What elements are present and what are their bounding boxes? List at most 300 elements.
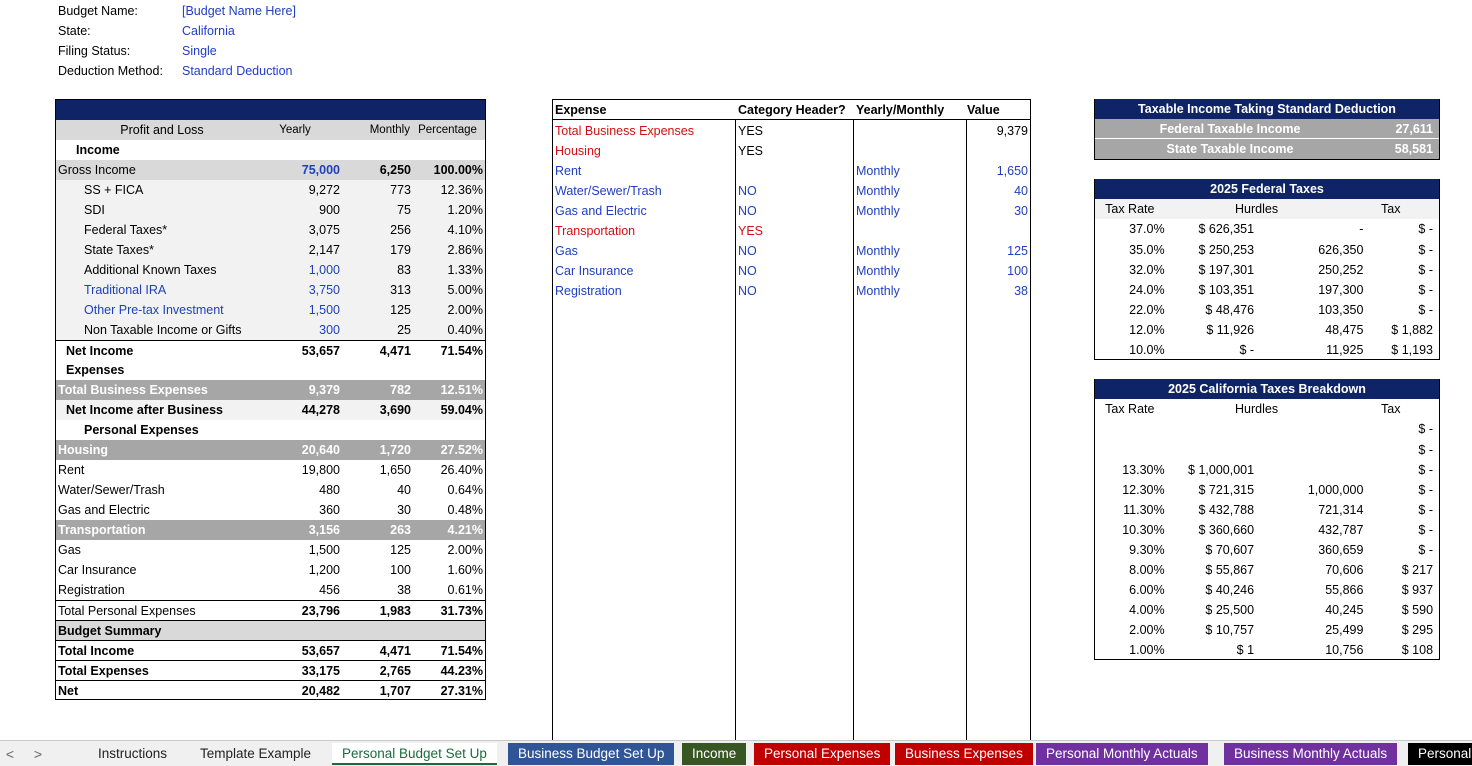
pnl-yearly-value: 2,147 [308, 243, 340, 257]
california-rate-cell [1095, 419, 1165, 439]
sheet-tab-business-monthly-actuals[interactable]: Business Monthly Actuals [1224, 743, 1397, 765]
pnl-row-registration [56, 580, 485, 600]
california-tax-cell: $ 295 [1401, 623, 1434, 637]
expense-value-cell[interactable]: 1,650 [996, 164, 1028, 178]
pnl-monthly-value [340, 360, 411, 380]
pnl-monthly-value: 75 [397, 203, 411, 217]
pnl-monthly-value: 4,471 [379, 344, 411, 358]
federal-rate-cell: 24.0% [1129, 283, 1165, 297]
pnl-row-gas-and-electric [56, 500, 485, 520]
federal-rate-cell: 37.0% [1129, 222, 1165, 236]
pnl-column-header [56, 120, 485, 140]
pnl-monthly-value: 30 [397, 503, 411, 517]
pnl-monthly-value: 782 [390, 383, 411, 397]
federal-tax-cell: $ - [1418, 303, 1434, 317]
federal-col-tax: Tax [1381, 202, 1401, 216]
california-tax-cell: $ - [1418, 543, 1434, 557]
pnl-row-car-insurance [56, 560, 485, 580]
pnl-row-label: Traditional IRA [84, 283, 167, 297]
pnl-percentage-value: 1.33% [447, 263, 483, 277]
frequency-cell[interactable]: Monthly [856, 164, 900, 178]
pnl-monthly-value: 1,707 [379, 684, 411, 698]
california-hurdle-high-cell: 55,866 [1325, 583, 1364, 597]
pnl-row-other-pre-tax-investment [56, 300, 485, 320]
california-taxes-table [1094, 379, 1440, 660]
frequency-cell[interactable]: Monthly [856, 184, 900, 198]
expense-name-cell[interactable]: Rent [555, 164, 582, 178]
pnl-row-label: Net Income after Business [66, 403, 223, 417]
california-hurdle-high-cell: 1,000,000 [1307, 483, 1364, 497]
pnl-monthly-value: 38 [397, 583, 411, 597]
pnl-row-total-expenses [56, 660, 485, 680]
federal-hurdle-low-cell: $ 11,926 [1206, 323, 1255, 337]
pnl-monthly-value: 313 [390, 283, 411, 297]
federal-hurdle-high-cell: 11,925 [1326, 343, 1364, 357]
california-hurdle-high-cell [1254, 460, 1363, 479]
pnl-monthly-value: 179 [390, 243, 411, 257]
expense-name-cell[interactable]: Car Insurance [555, 264, 634, 278]
pnl-monthly-value: 125 [390, 543, 411, 557]
filing-status-row [58, 42, 296, 62]
pnl-percentage-value: 4.10% [447, 223, 483, 237]
category-header-cell[interactable]: YES [738, 124, 764, 138]
california-bracket-row [1095, 499, 1439, 519]
pnl-yearly-value: 33,175 [301, 664, 340, 678]
pnl-row-label: Water/Sewer/Trash [58, 483, 165, 497]
filing-status-label: Filing Status: [58, 44, 131, 58]
pnl-percentage-value: 100.00% [433, 163, 483, 177]
pnl-row-label: Income [76, 143, 120, 157]
pnl-row-net-income-after-business [56, 400, 485, 420]
pnl-percentage-value: 27.31% [440, 684, 483, 698]
pnl-monthly-value [340, 621, 411, 640]
federal-hurdle-low-cell: $ 197,301 [1198, 263, 1255, 277]
california-hurdle-high-cell: 70,606 [1325, 563, 1364, 577]
federal-hurdle-high-cell: - [1359, 222, 1364, 236]
pnl-row-label: Net [58, 684, 79, 698]
sheet-tab-bar [0, 740, 1472, 766]
sheet-tab-personal-budget-set-up[interactable]: Personal Budget Set Up [332, 743, 497, 765]
california-hurdle-low-cell: $ 40,246 [1205, 583, 1255, 597]
federal-rate-cell: 22.0% [1129, 303, 1165, 317]
pnl-monthly-value: 773 [390, 183, 411, 197]
expense-value-cell[interactable]: 40 [1014, 184, 1028, 198]
sheet-tab-business-budget-set-up[interactable]: Business Budget Set Up [508, 743, 674, 765]
federal-bracket-row [1095, 219, 1439, 239]
federal-bracket-row [1095, 259, 1439, 279]
pnl-yearly-value: 23,796 [301, 604, 340, 618]
pnl-yearly-value: 360 [319, 503, 340, 517]
california-tax-cell: $ 217 [1401, 563, 1434, 577]
california-bracket-row [1095, 419, 1439, 439]
federal-hurdle-high-cell: 48,475 [1325, 323, 1364, 337]
california-col-tax: Tax [1381, 402, 1401, 416]
taxable-income-title: Taxable Income Taking Standard Deduction [1095, 99, 1439, 119]
california-hurdle-low-cell: $ 10,757 [1205, 623, 1255, 637]
california-hurdle-low-cell: $ 70,607 [1205, 543, 1255, 557]
pnl-row-total-personal-expenses [56, 600, 485, 620]
pnl-monthly-value: 4,471 [379, 644, 411, 658]
pnl-yearly-value: 20,640 [301, 443, 340, 457]
pnl-monthly-value: 100 [390, 563, 411, 577]
california-hurdle-high-cell [1254, 419, 1363, 439]
pnl-row-ss-fica [56, 180, 485, 200]
pnl-row-label: Transportation [58, 523, 146, 537]
expense-col-expense: Expense [555, 103, 607, 117]
pnl-row-water-sewer-trash [56, 480, 485, 500]
federal-taxable-row [1095, 119, 1439, 139]
pnl-percentage-value: 5.00% [447, 283, 483, 297]
california-bracket-row [1095, 459, 1439, 479]
pnl-percentage-value [411, 360, 483, 380]
california-rate-cell: 8.00% [1129, 563, 1165, 577]
pnl-row-label: Total Business Expenses [58, 383, 208, 397]
california-tax-cell: $ - [1418, 443, 1434, 457]
frequency-cell[interactable] [854, 221, 967, 241]
california-hurdle-low-cell [1165, 440, 1254, 459]
federal-hurdle-high-cell: 197,300 [1318, 283, 1364, 297]
california-bracket-row [1095, 539, 1439, 559]
pnl-percentage-value: 71.54% [440, 644, 483, 658]
expense-row-gas-and-electric [553, 201, 1030, 221]
pnl-monthly-value: 1,720 [379, 443, 411, 457]
expense-name-cell[interactable]: Total Business Expenses [555, 124, 694, 138]
federal-taxable-label: Federal Taxable Income [1159, 122, 1301, 136]
pnl-row-expenses [56, 360, 485, 380]
california-rate-cell: 1.00% [1129, 643, 1165, 657]
california-hurdle-low-cell: $ 25,500 [1205, 603, 1255, 617]
federal-bracket-row [1095, 299, 1439, 319]
category-header-cell[interactable]: NO [738, 184, 757, 198]
federal-bracket-row [1095, 319, 1439, 339]
california-bracket-row [1095, 619, 1439, 639]
pnl-monthly-value: 25 [397, 323, 411, 337]
pnl-row-label: Net Income [66, 344, 134, 358]
expense-row-total-business-expenses [553, 121, 1030, 141]
california-taxes-title: 2025 California Taxes Breakdown [1095, 379, 1439, 399]
pnl-row-label: Budget Summary [58, 624, 162, 638]
pnl-row-label: Personal Expenses [84, 423, 199, 437]
deduction-method-row [58, 62, 296, 82]
pnl-yearly-value[interactable]: 1,500 [308, 303, 340, 317]
pnl-percentage-value: 0.48% [447, 503, 483, 517]
pnl-yearly-value: 44,278 [301, 403, 340, 417]
pnl-percentage-value: 26.40% [440, 463, 483, 477]
pnl-col-monthly: Monthly [369, 124, 410, 136]
sheet-tab-personal[interactable]: Personal [1408, 743, 1472, 765]
california-bracket-row [1095, 639, 1439, 659]
california-tax-cell: $ - [1418, 422, 1434, 436]
california-tax-cell: $ - [1418, 523, 1434, 537]
expense-value-cell[interactable]: 38 [1014, 284, 1028, 298]
pnl-percentage-value: 1.60% [447, 563, 483, 577]
expense-value-cell[interactable]: 30 [1014, 204, 1028, 218]
federal-hurdle-low-cell: $ 250,253 [1198, 243, 1255, 257]
pnl-row-label: Other Pre-tax Investment [84, 303, 224, 317]
federal-col-rate: Tax Rate [1105, 202, 1155, 216]
california-bracket-row [1095, 519, 1439, 539]
expense-value-cell[interactable]: 125 [1007, 244, 1028, 258]
california-bracket-row [1095, 479, 1439, 499]
category-header-cell[interactable]: NO [738, 264, 757, 278]
tab-scroll-left-button[interactable]: < [5, 746, 15, 762]
expense-input-table [552, 99, 1031, 740]
pnl-monthly-value: 1,983 [379, 604, 411, 618]
expense-name-cell[interactable]: Gas [555, 244, 578, 258]
category-header-cell[interactable]: NO [738, 204, 757, 218]
pnl-percentage-value: 2.86% [447, 243, 483, 257]
pnl-row-label: Total Income [58, 644, 135, 658]
california-hurdle-low-cell: $ 721,315 [1198, 483, 1255, 497]
federal-hurdle-high-cell: 103,350 [1318, 303, 1364, 317]
category-header-cell[interactable]: YES [738, 144, 764, 158]
pnl-yearly-value: 9,272 [308, 183, 340, 197]
category-header-cell[interactable]: YES [738, 224, 764, 238]
pnl-yearly-value: 19,800 [301, 463, 340, 477]
state-label: State: [58, 24, 91, 38]
expense-value-cell[interactable] [967, 221, 1030, 241]
california-hurdle-low-cell [1165, 419, 1254, 439]
expense-name-cell[interactable]: Gas and Electric [555, 204, 647, 218]
expense-name-cell[interactable]: Water/Sewer/Trash [555, 184, 662, 198]
budget-name-label: Budget Name: [58, 4, 138, 18]
sheet-tab-personal-monthly-actuals[interactable]: Personal Monthly Actuals [1036, 743, 1208, 765]
deduction-method-value[interactable]: Standard Deduction [182, 64, 293, 78]
frequency-cell[interactable]: Monthly [856, 204, 900, 218]
pnl-col-yearly: Yearly [279, 124, 311, 136]
expense-name-cell[interactable]: Registration [555, 284, 622, 298]
sheet-tab-template-example[interactable]: Template Example [200, 746, 312, 761]
federal-taxes-title: 2025 Federal Taxes [1095, 179, 1439, 199]
pnl-monthly-value: 83 [397, 263, 411, 277]
federal-taxable-value: 27,611 [1395, 122, 1433, 136]
pnl-row-label: Non Taxable Income or Gifts [84, 323, 242, 337]
frequency-cell[interactable] [854, 121, 967, 141]
california-rate-cell: 9.30% [1129, 543, 1165, 557]
pnl-col-percentage: Percentage [418, 124, 477, 136]
california-hurdle-low-cell: $ 432,788 [1198, 503, 1255, 517]
pnl-yearly-value[interactable]: 75,000 [301, 163, 340, 177]
california-tax-cell: $ - [1418, 483, 1434, 497]
expense-col-freq: Yearly/Monthly [856, 103, 945, 117]
pnl-yearly-value: 3,156 [308, 523, 340, 537]
frequency-cell[interactable]: Monthly [856, 284, 900, 298]
pnl-row-net [56, 680, 485, 700]
pnl-row-label: Federal Taxes* [84, 223, 168, 237]
pnl-percentage-value: 31.73% [440, 604, 483, 618]
pnl-yearly-value: 480 [319, 483, 340, 497]
federal-tax-cell: $ 1,882 [1391, 323, 1434, 337]
pnl-row-income [56, 140, 485, 160]
state-taxable-row [1095, 139, 1439, 159]
federal-tax-cell: $ - [1418, 283, 1434, 297]
pnl-row-federal-taxes [56, 220, 485, 240]
tab-scroll-right-button[interactable]: > [33, 746, 43, 762]
expense-col-value: Value [967, 103, 1000, 117]
state-taxable-value: 58,581 [1394, 142, 1433, 156]
pnl-row-rent [56, 460, 485, 480]
deduction-method-label: Deduction Method: [58, 64, 163, 78]
pnl-row-non-taxable-income-or-gifts [56, 320, 485, 340]
sheet-tab-instructions[interactable]: Instructions [98, 746, 168, 761]
california-hurdle-low-cell: $ 55,867 [1205, 563, 1255, 577]
pnl-yearly-value: 3,075 [308, 223, 340, 237]
pnl-percentage-value: 1.20% [447, 203, 483, 217]
pnl-row-state-taxes [56, 240, 485, 260]
federal-tax-cell: $ - [1418, 222, 1434, 236]
pnl-row-personal-expenses [56, 420, 485, 440]
pnl-monthly-value: 40 [397, 483, 411, 497]
pnl-percentage-value: 44.23% [440, 664, 483, 678]
federal-tax-cell: $ - [1418, 263, 1434, 277]
california-column-header [1095, 399, 1439, 419]
pnl-percentage-value [411, 420, 483, 440]
california-bracket-row [1095, 579, 1439, 599]
pnl-yearly-value: 1,500 [308, 543, 340, 557]
expense-name-cell[interactable]: Transportation [555, 224, 636, 238]
pnl-row-gross-income [56, 160, 485, 180]
sheet-tab-income[interactable]: Income [682, 743, 746, 765]
expense-row-water-sewer-trash [553, 181, 1030, 201]
pnl-row-additional-known-taxes [56, 260, 485, 280]
pnl-yearly-value[interactable]: 300 [319, 323, 340, 337]
federal-hurdle-high-cell: 250,252 [1318, 263, 1364, 277]
california-rate-cell: 12.30% [1122, 483, 1165, 497]
expense-value-cell[interactable]: 100 [1007, 264, 1028, 278]
filing-status-value[interactable]: Single [182, 44, 217, 58]
budget-name-value[interactable]: [Budget Name Here] [182, 4, 296, 18]
california-tax-cell: $ - [1418, 463, 1434, 477]
federal-rate-cell: 10.0% [1129, 343, 1165, 357]
california-hurdle-high-cell: 10,756 [1325, 643, 1364, 657]
pnl-percentage-value [411, 140, 483, 160]
pnl-row-label: Rent [58, 463, 85, 477]
federal-hurdle-low-cell: $ 48,476 [1205, 303, 1255, 317]
california-col-hurdles: Hurdles [1235, 402, 1279, 416]
expense-value-cell[interactable]: 9,379 [996, 124, 1028, 138]
pnl-monthly-value [340, 140, 411, 160]
pnl-percentage-value: 59.04% [440, 403, 483, 417]
federal-column-header [1095, 199, 1439, 219]
pnl-row-total-income [56, 640, 485, 660]
pnl-row-label: Total Personal Expenses [58, 604, 196, 618]
state-taxable-label: State Taxable Income [1166, 142, 1294, 156]
state-value[interactable]: California [182, 24, 235, 38]
frequency-cell[interactable]: Monthly [856, 244, 900, 258]
category-header-cell[interactable]: NO [738, 244, 757, 258]
federal-rate-cell: 35.0% [1129, 243, 1165, 257]
california-hurdle-high-cell [1254, 440, 1363, 459]
california-hurdle-high-cell: 25,499 [1325, 623, 1364, 637]
pnl-yearly-value: 456 [319, 583, 340, 597]
pnl-row-label: Additional Known Taxes [84, 263, 217, 277]
budget-name-row [58, 2, 296, 22]
pnl-yearly-value [288, 621, 340, 640]
pnl-row-label: Total Expenses [58, 664, 149, 678]
pnl-row-gas [56, 540, 485, 560]
federal-tax-cell: $ - [1418, 243, 1434, 257]
pnl-row-traditional-ira [56, 280, 485, 300]
pnl-row-label: Housing [58, 443, 108, 457]
california-rate-cell: 2.00% [1129, 623, 1165, 637]
pnl-yearly-value[interactable]: 3,750 [308, 283, 340, 297]
pnl-yearly-value: 900 [319, 203, 340, 217]
federal-hurdle-low-cell: $ - [1239, 343, 1255, 357]
pnl-yearly-value: 9,379 [308, 383, 340, 397]
california-rate-cell: 11.30% [1123, 503, 1165, 517]
federal-hurdle-high-cell: 626,350 [1318, 243, 1364, 257]
pnl-yearly-value: 53,657 [301, 344, 340, 358]
pnl-row-label: Gross Income [58, 163, 136, 177]
california-tax-cell: $ 590 [1401, 603, 1434, 617]
expense-row-registration [553, 281, 1030, 301]
pnl-title-bar [56, 100, 485, 120]
pnl-monthly-value: 1,650 [379, 463, 411, 477]
sheet-tab-personal-expenses[interactable]: Personal Expenses [754, 743, 890, 765]
california-hurdle-high-cell: 721,314 [1318, 503, 1364, 517]
federal-taxes-table [1094, 179, 1440, 360]
pnl-monthly-value: 256 [390, 223, 411, 237]
pnl-percentage-value: 27.52% [440, 443, 483, 457]
pnl-row-budget-summary [56, 620, 485, 640]
pnl-percentage-value: 0.40% [447, 323, 483, 337]
expense-value-cell[interactable] [967, 141, 1030, 161]
california-hurdle-low-cell: $ 1,000,001 [1188, 463, 1255, 477]
pnl-row-net-income [56, 340, 485, 360]
pnl-row-label: SDI [84, 203, 105, 217]
pnl-percentage-value: 12.36% [440, 183, 483, 197]
pnl-monthly-value: 3,690 [379, 403, 411, 417]
pnl-percentage-value [411, 621, 483, 640]
category-header-cell[interactable]: NO [738, 284, 757, 298]
california-rate-cell: 6.00% [1129, 583, 1165, 597]
federal-bracket-row [1095, 279, 1439, 299]
california-rate-cell: 4.00% [1129, 603, 1165, 617]
expense-col-header: Category Header? [738, 103, 846, 117]
california-col-rate: Tax Rate [1105, 402, 1155, 416]
pnl-percentage-value: 0.61% [447, 583, 483, 597]
california-hurdle-high-cell: 40,245 [1325, 603, 1364, 617]
california-rate-cell [1095, 440, 1165, 459]
federal-rate-cell: 32.0% [1129, 263, 1165, 277]
pnl-percentage-value: 2.00% [447, 543, 483, 557]
pnl-row-label: Registration [58, 583, 125, 597]
frequency-cell[interactable]: Monthly [856, 264, 900, 278]
california-hurdle-low-cell: $ 360,660 [1198, 523, 1255, 537]
pnl-row-label: Expenses [66, 363, 125, 377]
pnl-yearly-value [288, 360, 340, 380]
california-bracket-row [1095, 559, 1439, 579]
federal-rate-cell: 12.0% [1129, 323, 1165, 337]
expense-name-cell[interactable]: Housing [555, 144, 601, 158]
frequency-cell[interactable] [854, 141, 967, 161]
sheet-tab-business-expenses[interactable]: Business Expenses [895, 743, 1033, 765]
california-hurdle-high-cell: 432,787 [1318, 523, 1364, 537]
expense-row-housing [553, 141, 1030, 161]
pnl-yearly-value: 1,200 [308, 563, 340, 577]
expense-row-rent [553, 161, 1030, 181]
federal-bracket-row [1095, 339, 1439, 359]
pnl-percentage-value: 71.54% [440, 344, 483, 358]
expense-row-gas [553, 241, 1030, 261]
pnl-monthly-value: 2,765 [379, 664, 411, 678]
pnl-percentage-value: 0.64% [447, 483, 483, 497]
pnl-yearly-value[interactable]: 1,000 [308, 263, 340, 277]
category-header-cell[interactable] [736, 161, 854, 181]
pnl-row-transportation [56, 520, 485, 540]
pnl-row-label: Car Insurance [58, 563, 137, 577]
pnl-percentage-value: 2.00% [447, 303, 483, 317]
